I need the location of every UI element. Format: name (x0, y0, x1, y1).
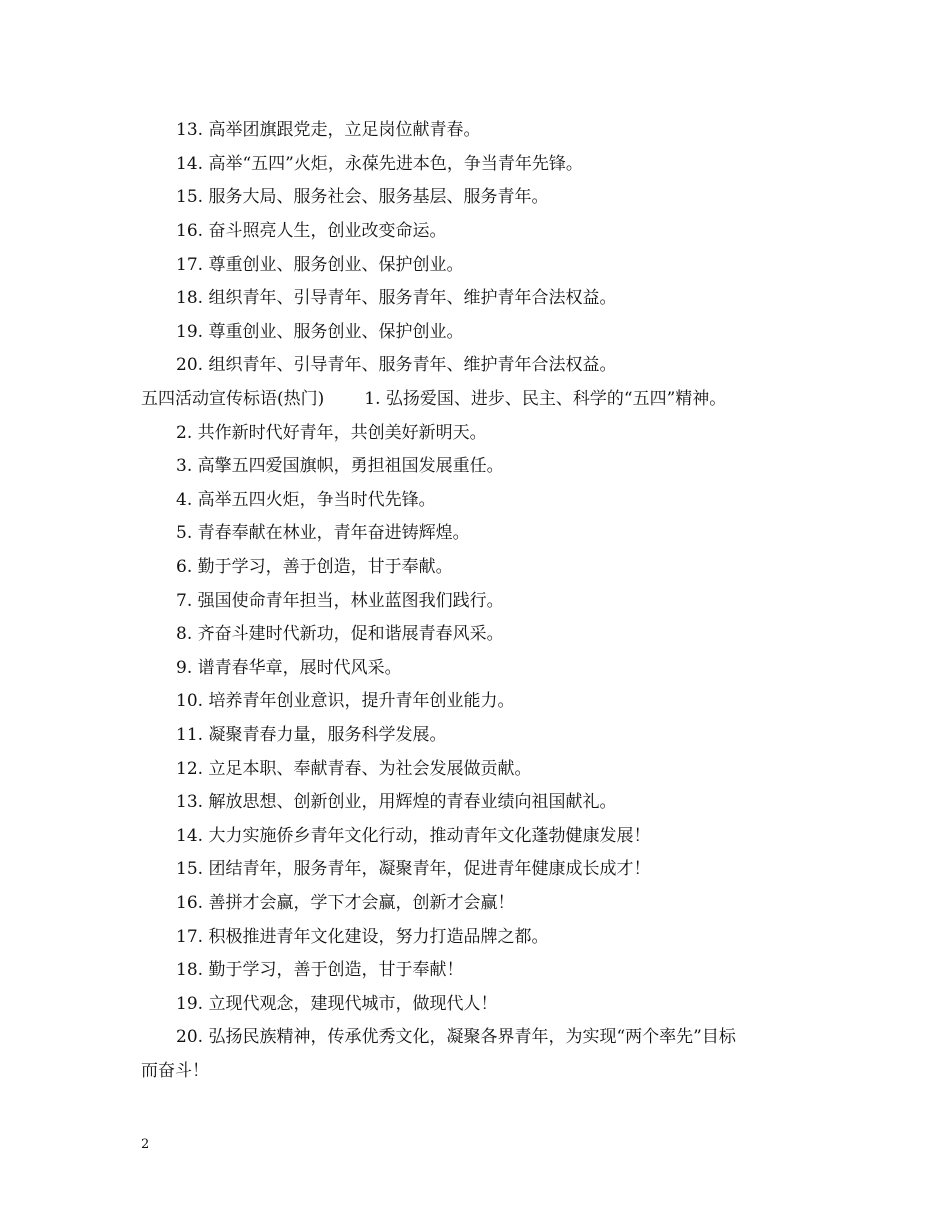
list-item: 7. 强国使命青年担当，林业蓝图我们践行。 (176, 591, 504, 611)
list-item: 11. 凝聚青春力量，服务科学发展。 (176, 725, 447, 745)
page-number: 2 (141, 1137, 150, 1152)
list-item: 20. 弘扬民族精神，传承优秀文化，凝聚各界青年，为实现“两个率先”目标 (176, 1027, 736, 1047)
section-title: 五四活动宣传标语(热门) (141, 389, 325, 409)
list-item: 6. 勤于学习，善于创造，甘于奉献。 (176, 557, 453, 577)
list-item: 5. 青春奉献在林业，青年奋进铸辉煌。 (176, 523, 470, 543)
list-item: 10. 培养青年创业意识，提升青年创业能力。 (176, 691, 515, 711)
list-item: 20. 组织青年、引导青年、服务青年、维护青年合法权益。 (176, 355, 617, 375)
list-item: 8. 齐奋斗建时代新功，促和谐展青春风采。 (176, 624, 504, 644)
list-item: 14. 大力实施侨乡青年文化行动，推动青年文化蓬勃健康发展！ (176, 826, 651, 846)
list-item: 15. 服务大局、服务社会、服务基层、服务青年。 (176, 187, 549, 207)
list-item: 13. 解放思想、创新创业，用辉煌的青春业绩向祖国献礼。 (176, 792, 617, 812)
list-item: 18. 组织青年、引导青年、服务青年、维护青年合法权益。 (176, 288, 617, 308)
list-item: 3. 高擎五四爱国旗帜，勇担祖国发展重任。 (176, 456, 504, 476)
list-item: 18. 勤于学习，善于创造，甘于奉献！ (176, 960, 464, 980)
list-item: 4. 高举五四火炬，争当时代先锋。 (176, 490, 436, 510)
list-item: 19. 尊重创业、服务创业、保护创业。 (176, 322, 464, 342)
list-item: 14. 高举“五四”火炬，永葆先进本色，争当青年先锋。 (176, 154, 583, 174)
list-item: 17. 尊重创业、服务创业、保护创业。 (176, 255, 464, 275)
list-item: 12. 立足本职、奉献青春、为社会发展做贡献。 (176, 759, 532, 779)
list-item: 1. 弘扬爱国、进步、民主、科学的“五四”精神。 (364, 389, 727, 409)
list-item: 9. 谱青春华章，展时代风采。 (176, 658, 402, 678)
list-item: 13. 高举团旗跟党走，立足岗位献青春。 (176, 120, 481, 140)
list-item: 16. 善拼才会赢，学下才会赢，创新才会赢！ (176, 893, 515, 913)
list-item: 16. 奋斗照亮人生，创业改变命运。 (176, 221, 447, 241)
list-item: 17. 积极推进青年文化建设，努力打造品牌之都。 (176, 927, 549, 947)
section-heading-line (141, 388, 726, 410)
list-item: 15. 团结青年，服务青年，凝聚青年，促进青年健康成长成才！ (176, 859, 651, 879)
list-item: 2. 共作新时代好青年，共创美好新明天。 (176, 423, 487, 443)
list-item: 19. 立现代观念，建现代城市，做现代人！ (176, 994, 498, 1014)
list-item-continuation: 而奋斗！ (141, 1061, 209, 1081)
